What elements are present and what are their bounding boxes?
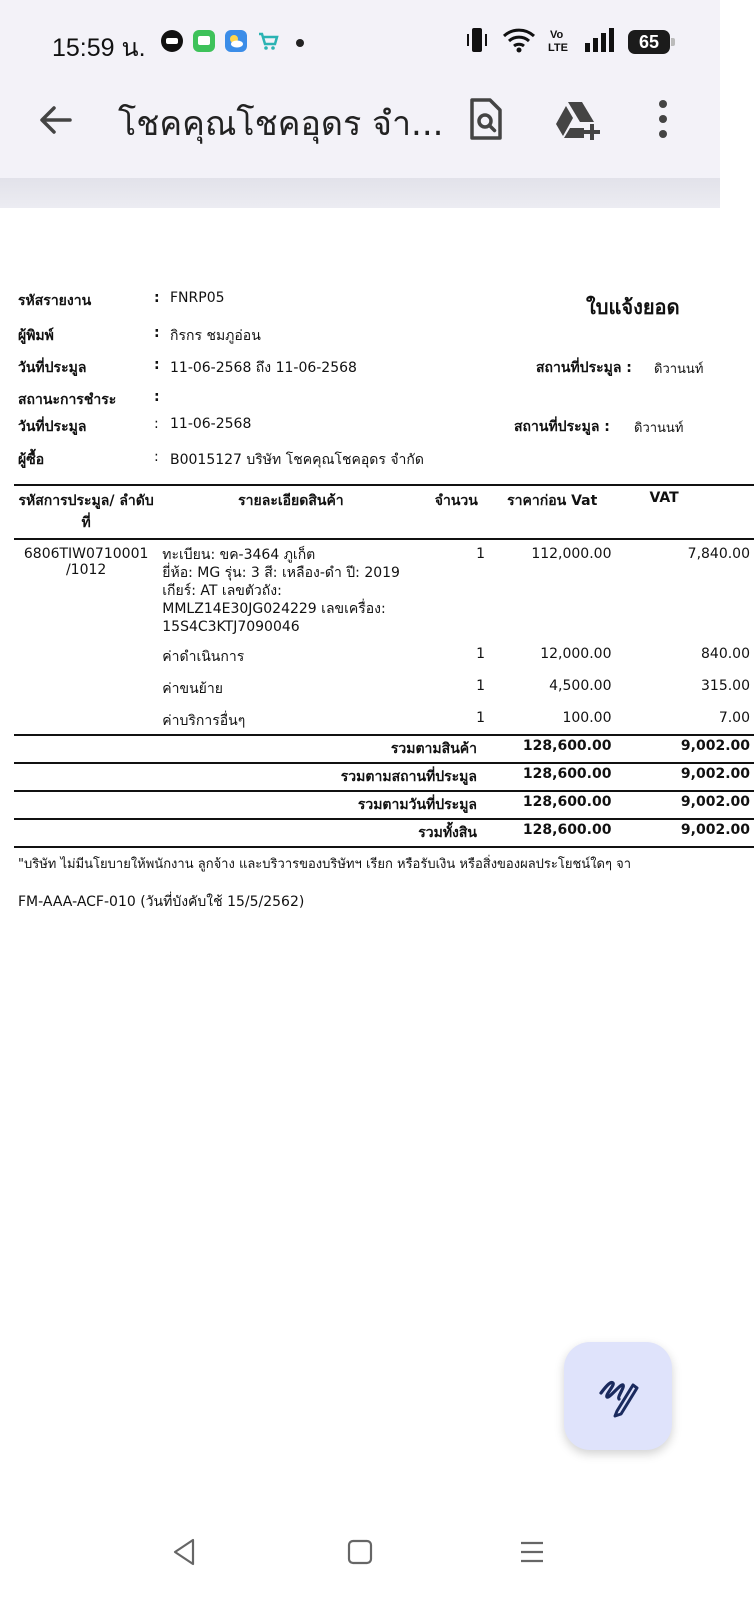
summary-row (14, 791, 754, 819)
field-label: วันที่ประมูล (18, 360, 87, 376)
form-code: FM-AAA-ACF-010 (วันที่บังคับใช้ 15/5/2562) (18, 894, 305, 910)
table-row (14, 670, 754, 702)
field-label: ผู้ซื้อ (18, 452, 45, 468)
status-bar (0, 0, 720, 82)
summary-label: รวมตามสินค้า (14, 735, 489, 763)
wifi-icon (502, 26, 536, 58)
cell-code (14, 670, 158, 702)
field-colon: : (154, 357, 160, 373)
field-colon: : (154, 290, 160, 306)
field-label: รหัสรายงาน (18, 293, 92, 309)
summary-label: รวมทั้งสิน (14, 819, 489, 847)
nav-home-icon[interactable] (330, 1522, 390, 1582)
field-colon: : (154, 325, 160, 341)
policy-note: "บริษัท ไม่มีนโยบายให้พนักงาน ลูกจ้าง และบริวารของบริษัทฯ เรียก หรือรับเงิน หรือสิ่งของผลประโยชน์ใดๆ จา (18, 857, 632, 872)
vibrate-icon (464, 26, 490, 58)
cell-detail (158, 539, 423, 638)
cell-qty: 1 (476, 678, 485, 694)
field-value: B0015127 บริษัท โชคคุณโชคอุดร จำกัด (170, 452, 424, 468)
cell-vat: 840.00 (701, 646, 750, 662)
summary-vat: 9,002.00 (615, 791, 754, 819)
signal-icon (584, 27, 616, 57)
volte-icon (548, 26, 572, 58)
cell-detail: ค่าขนย้าย (162, 681, 223, 697)
field-colon: : (154, 416, 159, 432)
col-header-qty: จำนวน (424, 485, 489, 539)
add-to-drive-icon[interactable] (554, 96, 600, 142)
app-bar (0, 82, 720, 178)
summary-label: รวมตามสถานที่ประมูล (14, 763, 489, 791)
status-time: 15:59 น. (52, 34, 146, 62)
field-value: FNRP05 (170, 290, 225, 306)
toolbar-shadow (0, 178, 720, 208)
summary-row (14, 735, 754, 763)
cell-code (14, 638, 158, 670)
system-icons (464, 26, 670, 58)
summary-label: รวมตามวันที่ประมูล (14, 791, 489, 819)
nav-back-icon[interactable] (154, 1522, 214, 1582)
detail-line: MMLZ14E30JG024229 เลขเครื่อง: (162, 601, 386, 617)
messages-icon (192, 29, 216, 57)
cell-qty: 1 (476, 546, 485, 562)
report-title: ใบแจ้งยอด (586, 295, 680, 319)
cell-price: 112,000.00 (531, 546, 612, 562)
nav-recents-icon[interactable] (502, 1522, 562, 1582)
summary-vat: 9,002.00 (615, 763, 754, 791)
field-label: สถานะการชำระ (18, 392, 117, 408)
detail-line: ทะเบียน: ขค-3464 ภูเก็ต (162, 547, 316, 563)
battery-icon: 65 (628, 30, 670, 54)
table-header-row (14, 485, 754, 539)
cell-qty: 1 (476, 646, 485, 662)
document-page (0, 208, 750, 1508)
document-title: โชคคุณโชคอุดร จำ... (118, 104, 444, 144)
navigation-bar (0, 1508, 720, 1604)
cell-vat: 7.00 (718, 710, 750, 726)
col-header-detail: รายละเอียดสินค้า (158, 485, 423, 539)
back-arrow-icon[interactable] (34, 98, 78, 142)
notification-icons (160, 29, 304, 57)
detail-line: ยี่ห้อ: MG รุ่น: 3 สี: เหลือง-ดำ ปี: 2019 (162, 565, 400, 581)
cell-code (14, 702, 158, 735)
cell-price: 4,500.00 (549, 678, 612, 694)
edit-fab-button[interactable] (564, 1342, 672, 1450)
cell-vat: 315.00 (701, 678, 750, 694)
location-label: สถานที่ประมูล : (536, 360, 632, 376)
detail-line: 15S4C3KTJ7090046 (162, 619, 300, 635)
svg-text:Vo: Vo (550, 29, 564, 41)
summary-row (14, 819, 754, 847)
field-label: วันที่ประมูล (18, 419, 87, 435)
col-header-vat: VAT (615, 485, 754, 539)
field-value: 11-06-2568 (170, 416, 252, 432)
cell-vat: 7,840.00 (687, 546, 750, 562)
edit-pen-icon (595, 1371, 641, 1421)
cell-price: 12,000.00 (540, 646, 612, 662)
cell-detail: ค่าบริการอื่นๆ (162, 713, 246, 729)
summary-row (14, 763, 754, 791)
table-row (14, 702, 754, 735)
cell-price: 100.00 (562, 710, 612, 726)
location-label: สถานที่ประมูล : (514, 419, 610, 435)
cell-detail: ค่าดำเนินการ (162, 649, 245, 665)
summary-price: 128,600.00 (489, 763, 615, 791)
cell-qty: 1 (476, 710, 485, 726)
summary-vat: 9,002.00 (615, 819, 754, 847)
more-notifications-dot (296, 39, 304, 47)
search-document-icon[interactable] (462, 96, 508, 142)
location-value: ดิวานนท์ (634, 421, 684, 436)
more-vert-icon[interactable] (640, 96, 686, 142)
svg-text:LTE: LTE (548, 42, 568, 54)
weather-icon (224, 29, 248, 57)
summary-vat: 9,002.00 (615, 735, 754, 763)
table-row (14, 539, 754, 638)
items-table (14, 484, 754, 848)
summary-price: 128,600.00 (489, 791, 615, 819)
cell-code: 6806TIW0710001 /1012 (23, 546, 149, 578)
field-label: ผู้พิมพ์ (18, 328, 54, 344)
location-value: ดิวานนท์ (654, 362, 704, 377)
col-header-price: ราคาก่อน Vat (489, 485, 615, 539)
shopping-icon (256, 29, 280, 57)
field-colon: : (154, 449, 159, 465)
field-value: กิรกร ชมภูอ่อน (170, 328, 261, 344)
detail-line: เกียร์: AT เลขตัวถัง: (162, 583, 282, 599)
col-header-code: รหัสการประมูล/ ลำดับที่ (14, 485, 158, 539)
summary-price: 128,600.00 (489, 735, 615, 763)
line-icon (160, 29, 184, 57)
field-colon: : (154, 389, 160, 405)
table-row (14, 638, 754, 670)
summary-price: 128,600.00 (489, 819, 615, 847)
field-value: 11-06-2568 ถึง 11-06-2568 (170, 360, 357, 376)
